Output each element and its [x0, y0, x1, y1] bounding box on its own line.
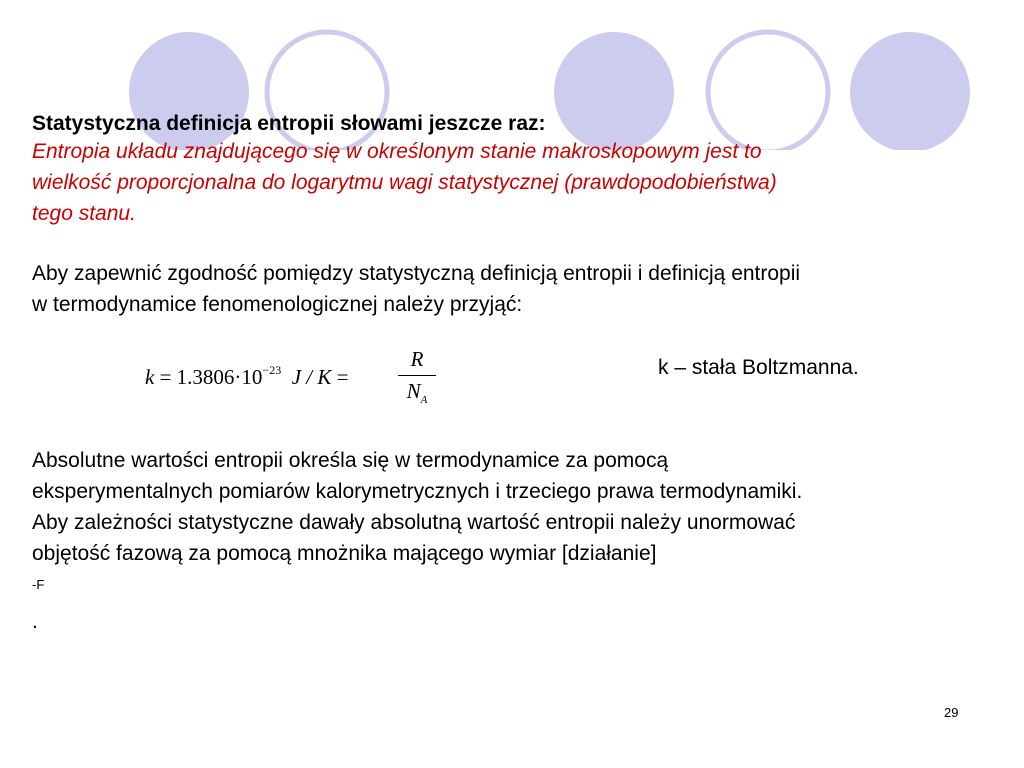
paragraph-absolute-entropy: [32, 445, 997, 637]
formula-exponent: −23: [262, 363, 282, 377]
paragraph-period: .: [32, 610, 38, 633]
paragraph-superscript: -F: [32, 577, 45, 592]
formula-left-side: $k = 1.3806\cdot 10^{-23}$ J / K =: [145, 363, 349, 389]
circle-outline-2: [708, 32, 828, 150]
formula-denominator: N: [406, 379, 421, 403]
boltzmann-note: k – stała Boltzmanna.: [658, 356, 859, 379]
paragraph-consistency: [32, 258, 997, 320]
formula-symbol: k: [145, 365, 155, 389]
paragraph-line: Aby zależności statystyczne dawały absolutną wartość entropii należy unormować: [32, 511, 796, 534]
fraction-bar: [398, 375, 436, 376]
definition-line: Entropia układu znajdującego się w określonym stanie makroskopowym jest to: [32, 140, 762, 163]
formula-equals: =: [154, 365, 177, 389]
slide-title: Statystyczna definicja entropii słowami jeszcze raz:: [32, 112, 546, 135]
paragraph-line: Aby zapewnić zgodność pomiędzy statystyczną definicją entropii i definicją entropii: [32, 262, 801, 285]
formula-unit: J / K: [291, 365, 332, 389]
formula-mantissa: 1.3806·10: [176, 365, 263, 389]
definition-line: wielkość proporcjonalna do logarytmu wagi statystycznej (prawdopodobieństwa): [32, 171, 777, 194]
formula-numerator: R: [410, 347, 424, 371]
paragraph-line: w termodynamice fenomenologicznej należy przyjąć:: [32, 293, 523, 316]
definition-text: [32, 136, 992, 229]
paragraph-line: eksperymentalnych pomiarów kalorymetrycznych i trzeciego prawa termodynamiki.: [32, 480, 803, 503]
paragraph-line-last: [32, 538, 997, 637]
formula-denominator-subscript: A: [420, 394, 428, 407]
formula-denominator-wrap: [398, 379, 436, 406]
circle-filled-3: [850, 32, 970, 150]
formula-fraction: [398, 347, 436, 406]
definition-line: tego stanu.: [32, 202, 136, 225]
circle-filled-2: [554, 32, 674, 150]
paragraph-last-text: objętość fazową za pomocą mnożnika mającego wymiar [działanie]: [32, 542, 657, 565]
page-number: 29: [944, 705, 959, 720]
paragraph-line: Absolutne wartości entropii określa się w termodynamice za pomocą: [32, 449, 669, 472]
